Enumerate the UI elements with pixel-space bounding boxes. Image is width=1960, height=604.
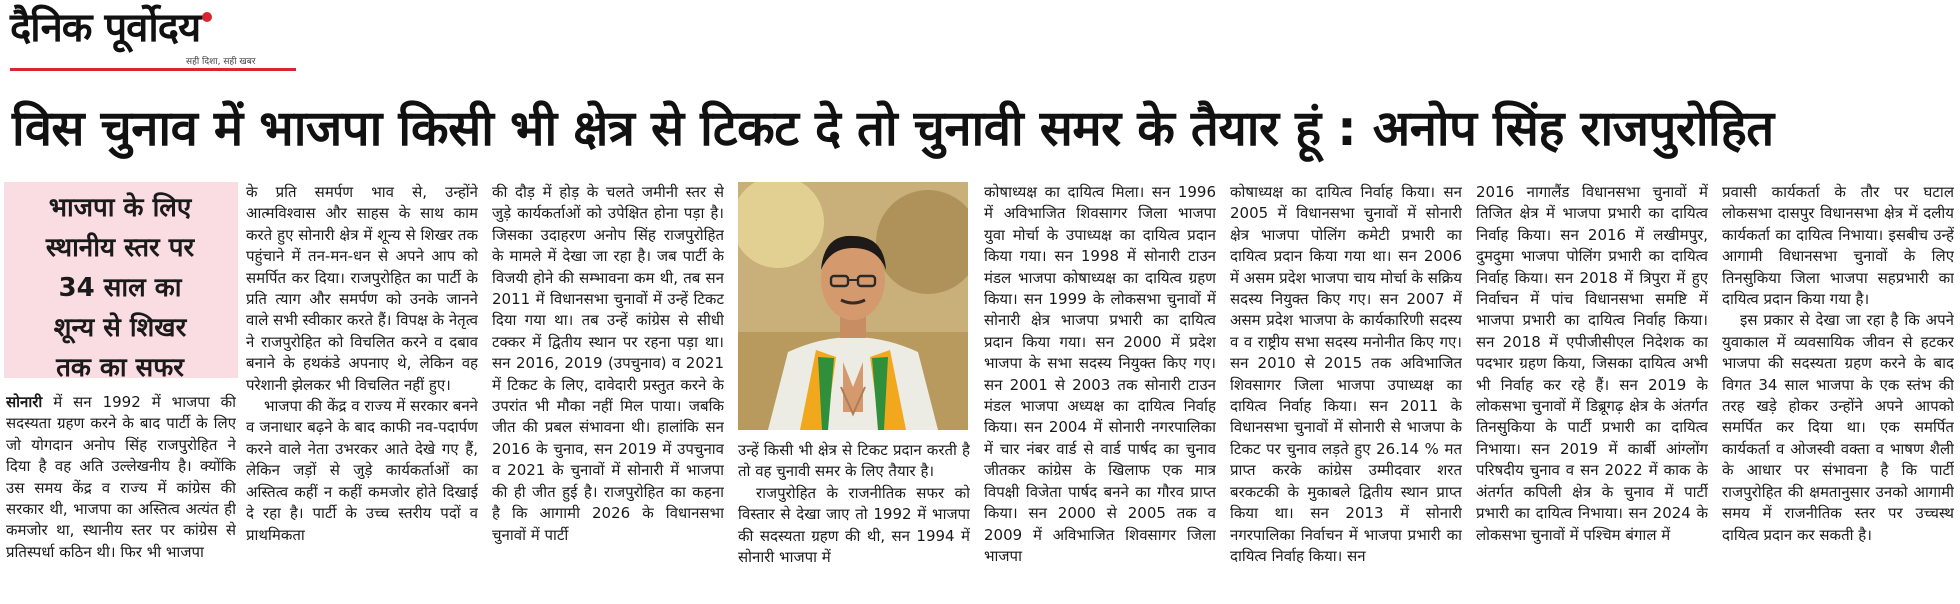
- column-1: [6, 392, 236, 604]
- portrait-image: [738, 182, 968, 430]
- column-1-text: में सन 1992 में भाजपा की सदस्यता ग्रहण करने के बाद पार्टी के लिए जो योगदान अनोप सिंह राजपुरोहित ने दिया है वह अति उल्लेखनीय है। क्योंकि उस समय केंद्र व राज्य में कांग्रेस की सरकार थी, भाजपा का अस्तित्व अत्यंत ही कमजोर था, स्थानीय स्तर पर कांग्रेस से प्रतिस्पर्धा कठिन थी। फिर भी भाजपा: [6, 393, 236, 561]
- column-6: [1230, 182, 1462, 604]
- sidebar-text: [14, 188, 226, 388]
- masthead-title-main: दैनिक पूर्वोद: [10, 4, 179, 51]
- column-2: [246, 182, 478, 604]
- sidebar-line: शून्य से शिखर: [53, 313, 187, 343]
- column-7: [1476, 182, 1708, 604]
- masthead-title-last: य: [178, 4, 201, 51]
- column-8: [1722, 182, 1954, 604]
- masthead-dot-icon: [202, 12, 212, 22]
- column-7-paragraph: 2016 नागालैंड विधानसभा चुनावों में तिजित क्षेत्र में भाजपा प्रभारी का दायित्व निर्वाह किया। सन 2016 में लखीमपुर, दुमदुमा भाजपा पोलिंग प्रभारी का दायित्व निर्वाह किया। सन 2018 में त्रिपुरा में हुए निर्वाचन में पांच विधानसभा समष्टि में भाजपा प्रभारी का दायित्व निर्वाह किया। सन 2018 में एपीजीसीएल निदेशक का पदभार ग्रहण किया, जिसका दायित्व अभी भी निर्वाह कर रहे हैं। सन 2019 के लोकसभा चुनावों में डिब्रूगढ़ क्षेत्र के अंतर्गत तिनसुकिया के पार्टी प्रभारी का दायित्व निभाया। सन 2019 में कार्बी आंग्लोंग परिषदीय चुनाव व सन 2022 में काक के अंतर्गत कपिली क्षेत्र के चुनाव में पार्टी प्रभारी का दायित्व निभाया। सन 2024 के लोकसभा चुनावों में पश्चिम बंगाल में: [1476, 183, 1708, 544]
- column-5: [984, 182, 1216, 604]
- column-3: [492, 182, 724, 604]
- masthead: [10, 6, 300, 78]
- masthead-tagline: सही दिशा, सही खबर: [186, 57, 256, 67]
- column-8-paragraph-2: इस प्रकार से देखा जा रहा है कि अपने युवाकाल में व्यवसायिक जीवन से हटकर भाजपा की सदस्यता ग्रहण करने के बाद विगत 34 साल भाजपा के एक स्तंभ की तरह खड़े होकर उन्होंने अपने आपको समर्पित कर दिया था। एक समर्पित कार्यकर्ता व ओजस्वी वक्ता व भाषण शैली के आधार पर संभावना है कि पार्टी राजपुरोहित की क्षमतानुसार उनको आगामी समय में राजनीतिक स्तर पर उच्चस्थ दायित्व प्रदान कर सकती है।: [1722, 311, 1954, 544]
- masthead-rule: [10, 68, 296, 71]
- sidebar-line: 34 साल का: [58, 273, 182, 303]
- sidebar-line: तक का सफर: [56, 353, 184, 383]
- lead-word: सोनारी: [6, 393, 43, 411]
- column-4-paragraph-2: राजपुरोहित के राजनीतिक सफर को विस्तार से देखा जाए तो 1992 में भाजपा की सदस्यता ग्रहण की थी, सन 1994 में सोनारी भाजपा में: [738, 483, 970, 567]
- headline: विस चुनाव में भाजपा किसी भी क्षेत्र से टिकट दे तो चुनावी समर के तैयार हूं : अनोप सिंह राजपुरोहित: [12, 100, 1774, 157]
- column-8-paragraph-1: प्रवासी कार्यकर्ता के तौर पर घटाल लोकसभा दासपुर विधानसभा क्षेत्र में दलीय कार्यकर्ता का दायित्व निभाया। इसबीच उन्हें आगामी विधानसभा चुनावों के लिए तिनसुकिया जिला भाजपा सहप्रभारी का दायित्व प्रदान किया गया है।: [1722, 183, 1954, 309]
- column-4: [738, 440, 970, 604]
- masthead-title: [10, 6, 300, 50]
- column-3-paragraph: की दौड़ में होड़ के चलते जमीनी स्तर से जुड़े कार्यकर्ताओं को उपेक्षित होना पड़ा है। जिसका उदाहरण अनोप सिंह राजपुरोहित के मामले में देखा जा रहा है। जब पार्टी के विजयी होने की सम्भावना कम थी, तब सन 2011 में विधानसभा चुनावों में उन्हें टिकट दिया गया था। तब उन्हें कांग्रेस से सीधी टक्कर में द्वितीय स्थान पर रहना पड़ा था। सन 2016, 2019 (उपचुनाव) व 2021 में टिकट के लिए, दावेदारी प्रस्तुत करने के उपरांत भी मौका नहीं मिल पाया। जबकि जीत की प्रबल संभावना थी। हालांकि सन 2016 के चुनाव, सन 2019 में उपचुनाव व 2021 के चुनावों में सोनारी में भाजपा की ही जीत हुई है। राजपुरोहित का कहना है कि आगामी 2026 के विधानसभा चुनावों में पार्टी: [492, 183, 724, 544]
- column-4-paragraph-1: उन्हें किसी भी क्षेत्र से टिकट प्रदान करती है तो वह चुनावी समर के लिए तैयार है।: [738, 441, 970, 481]
- column-2-paragraph-2: भाजपा की केंद्र व राज्य में सरकार बनने व जनाधार बढ़ने के बाद काफी नव-पदार्पण करने वाले नेता उभरकर आते देखे गए हैं, लेकिन जड़ों से जुड़े कार्यकर्ताओं का अस्तित्व कहीं न कहीं कमजोर होते दिखाई दे रहा है। पार्टी के उच्च स्तरीय पदों व प्राथमिकता: [246, 397, 478, 544]
- column-6-paragraph: कोषाध्यक्ष का दायित्व निर्वाह किया। सन 2005 में विधानसभा चुनावों में सोनारी क्षेत्र भाजपा पोलिंग कमेटी प्रभारी का दायित्व प्रदान किया गया था। सन 2006 में असम प्रदेश भाजपा चाय मोर्चा के सक्रिय सदस्य नियुक्त किए गए। सन 2007 में असम प्रदेश भाजपा के कार्यकारिणी सदस्य व व राष्ट्रीय सभा सदस्य मनोनीत किए गए। सन 2010 से 2015 तक अविभाजित शिवसागर जिला भाजपा उपाध्यक्ष का दायित्व निर्वाह किया। सन 2011 के विधानसभा चुनावों में सोनारी से भाजपा के टिकट पर चुनाव लड़ते हुए 26.14 % मत प्राप्त करके कांग्रेस उम्मीदवार शरत बरकटकी के मुकाबले द्वितीय स्थान प्राप्त किया था। सन 2013 में सोनारी नगरपालिका निर्वाचन में भाजपा प्रभारी का दायित्व निर्वाह किया। सन: [1230, 183, 1462, 565]
- column-1-paragraph: [6, 392, 236, 563]
- portrait-photo: [738, 182, 968, 430]
- column-2-paragraph-1: के प्रति समर्पण भाव से, उन्होंने आत्मविश्वास और साहस के साथ काम करते हुए सोनारी क्षेत्र में शून्य से शिखर तक पहुंचाने में तन-मन-धन से अपने आप को समर्पित कर दिया। राजपुरोहित का पार्टी के प्रति त्याग और समर्पण को उनके जानने वाले सभी स्वीकार करते हैं। विपक्ष के नेतृत्व ने राजपुरोहित को विचलित करने व दबाव बनाने के हथकंडे अपनाए थे, लेकिन वह परेशानी झेलकर भी विचलित नहीं हुए।: [246, 183, 478, 394]
- column-5-paragraph: कोषाध्यक्ष का दायित्व मिला। सन 1996 में अविभाजित शिवसागर जिला भाजपा युवा मोर्चा के उपाध्यक्ष का दायित्व प्रदान किया गया। सन 1998 में सोनारी टाउन मंडल भाजपा कोषाध्यक्ष का दायित्व ग्रहण किया। सन 1999 के लोकसभा चुनावों में सोनारी क्षेत्र भाजपा प्रभारी का दायित्व प्रदान किया गया। सन 2000 में प्रदेश भाजपा के सभा सदस्य नियुक्त किए गए। सन 2001 से 2003 तक सोनारी टाउन मंडल भाजपा अध्यक्ष का दायित्व निर्वाह किया। सन 2004 में सोनारी नगरपालिका में चार नंबर वार्ड से वार्ड पार्षद का चुनाव जीतकर कांग्रेस के खिलाफ एक मात्र विपक्षी विजेता पार्षद बनने का गौरव प्राप्त किया। सन 2000 से 2005 तक व 2009 में अविभाजित शिवसागर जिला भाजपा: [984, 183, 1216, 565]
- sidebar-line: स्थानीय स्तर पर: [45, 233, 195, 263]
- sidebar-line: भाजपा के लिए: [48, 193, 192, 223]
